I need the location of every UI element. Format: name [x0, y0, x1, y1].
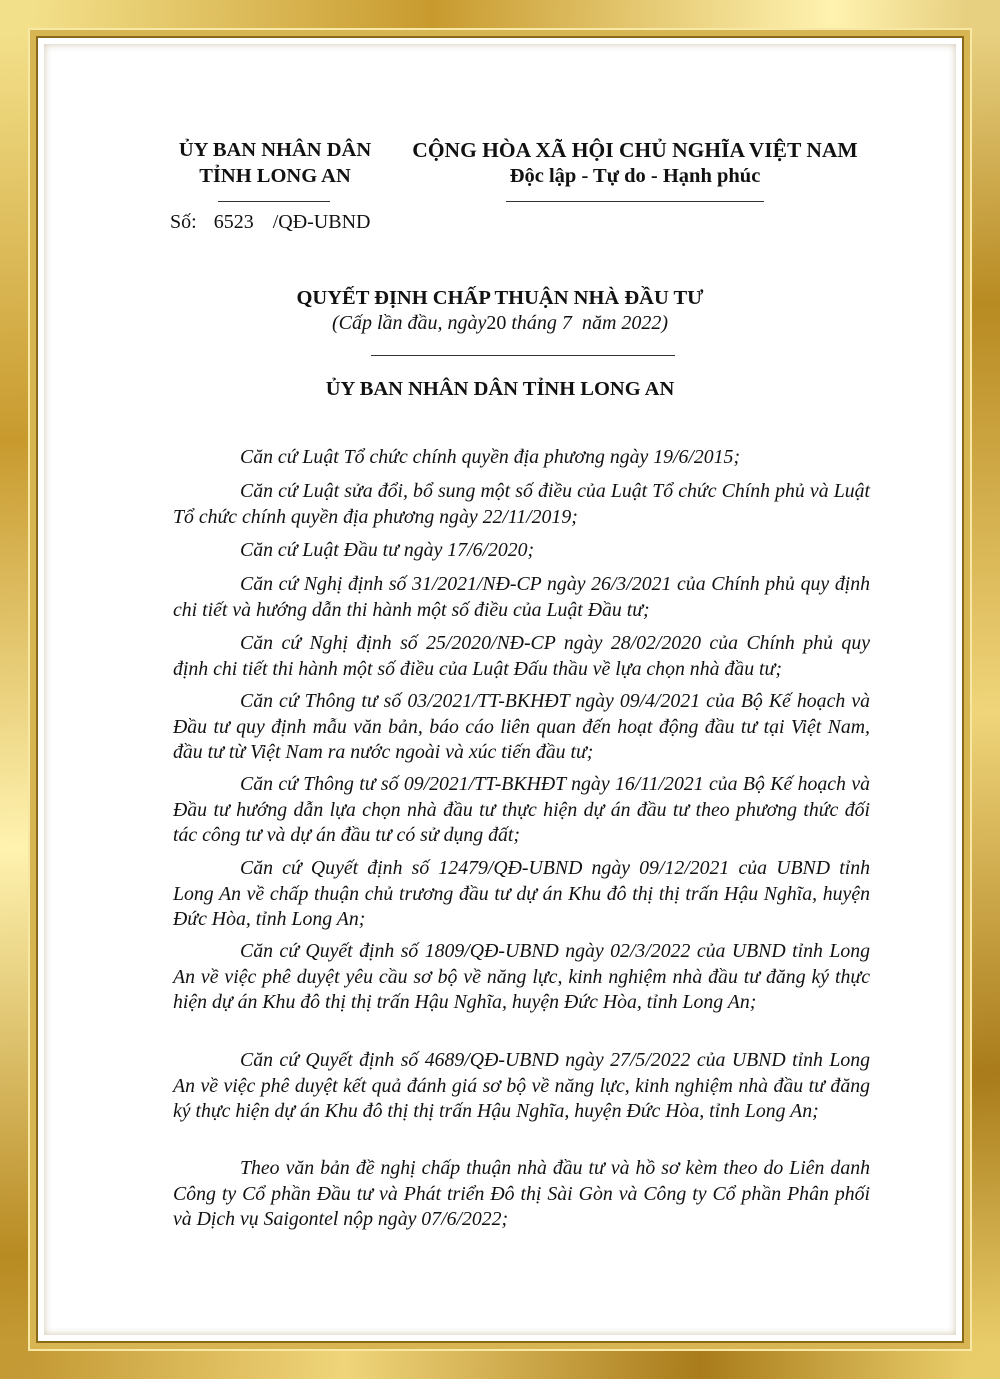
legal-basis-6: Căn cứ Thông tư số 03/2021/TT-BKHĐT ngày 09/4/2021 của Bộ Kế hoạch và Đầu tư quy định mẫu văn bản, báo cáo liên quan đến hoạt động đầu tư tại Việt Nam, đầu tư từ Việt Nam ra nước ngoài và xúc tiến đầu tư;	[173, 690, 870, 763]
issuing-authority: ỦY BAN NHÂN DÂN TỈNH LONG AN	[325, 378, 675, 400]
issue-day: 20	[486, 312, 507, 334]
motto-underline	[506, 201, 764, 202]
legal-basis-2: Căn cứ Luật sửa đổi, bổ sung một số điều của Luật Tổ chức Chính phủ và Luật Tổ chức chính quyền địa phương ngày 22/11/2019;	[173, 480, 870, 528]
document-subtitle	[0, 310, 1000, 336]
national-motto	[395, 137, 875, 189]
title-underline	[371, 355, 675, 356]
number-prefix: Số:	[170, 211, 197, 233]
legal-basis-8: Căn cứ Quyết định số 12479/QĐ-UBND ngày 09/12/2021 của UBND tỉnh Long An về chấp thuận chủ trương đầu tư dự án Khu đô thị thị trấn Hậu Nghĩa, huyện Đức Hòa, tỉnh Long An;	[173, 857, 870, 930]
legal-basis-4: Căn cứ Nghị định số 31/2021/NĐ-CP ngày 26/3/2021 của Chính phủ quy định chi tiết và hướng dẫn thi hành một số điều của Luật Đầu tư;	[173, 573, 870, 621]
agency-line1: ỦY BAN NHÂN DÂN	[178, 139, 372, 161]
legal-basis-3: Căn cứ Luật Đầu tư ngày 17/6/2020;	[240, 539, 535, 561]
legal-basis-10: Căn cứ Quyết định số 4689/QĐ-UBND ngày 27/5/2022 của UBND tỉnh Long An về việc phê duyệt kết quả đánh giá sơ bộ về năng lực, kinh nghiệm nhà đầu tư đăng ký thực hiện dự án Khu đô thị thị trấn Hậu Nghĩa, huyện Đức Hòa, tỉnh Long An;	[173, 1049, 870, 1122]
legal-basis-1: Căn cứ Luật Tổ chức chính quyền địa phương ngày 19/6/2015;	[240, 446, 741, 468]
agency-underline	[218, 201, 330, 202]
agency-line2: TỈNH LONG AN	[199, 165, 351, 187]
country-line1: CỘNG HÒA XÃ HỘI CHỦ NGHĨA VIỆT NAM	[412, 138, 858, 162]
document-number	[170, 209, 370, 235]
legal-basis-9: Căn cứ Quyết định số 1809/QĐ-UBND ngày 02/3/2022 của UBND tỉnh Long An về việc phê duyệt yêu cầu sơ bộ về năng lực, kinh nghiệm nhà đầu tư đăng ký thực hiện dự án Khu đô thị thị trấn Hậu Nghĩa, huyện Đức Hòa, tỉnh Long An;	[173, 940, 870, 1013]
legal-basis-5: Căn cứ Nghị định số 25/2020/NĐ-CP ngày 28/02/2020 của Chính phủ quy định chi tiết thi hành một số điều của Luật Đấu thầu về lựa chọn nhà đầu tư;	[173, 632, 870, 680]
number-value: 6523	[213, 211, 254, 233]
investor-request: Theo văn bản đề nghị chấp thuận nhà đầu tư và hồ sơ kèm theo do Liên danh Công ty Cổ phần Đầu tư và Phát triển Đô thị Sài Gòn và Công ty Cổ phần Phân phối và Dịch vụ Saigontel nộp ngày 07/6/2022;	[173, 1157, 870, 1230]
subtitle-suffix: năm 2022)	[581, 312, 669, 334]
country-line2: Độc lập - Tự do - Hạnh phúc	[509, 165, 761, 187]
subtitle-prefix: (Cấp lần đầu, ngày	[331, 312, 487, 334]
document-title: QUYẾT ĐỊNH CHẤP THUẬN NHÀ ĐẦU TƯ	[296, 287, 704, 309]
agency-name	[150, 137, 400, 189]
subtitle-middle: tháng 7	[511, 312, 572, 334]
number-suffix: /QĐ-UBND	[272, 211, 371, 233]
legal-basis-7: Căn cứ Thông tư số 09/2021/TT-BKHĐT ngày 16/11/2021 của Bộ Kế hoạch và Đầu tư hướng dẫn lựa chọn nhà đầu tư thực hiện dự án đầu tư theo phương thức đối tác công tư và dự án đầu tư có sử dụng đất;	[173, 773, 870, 846]
